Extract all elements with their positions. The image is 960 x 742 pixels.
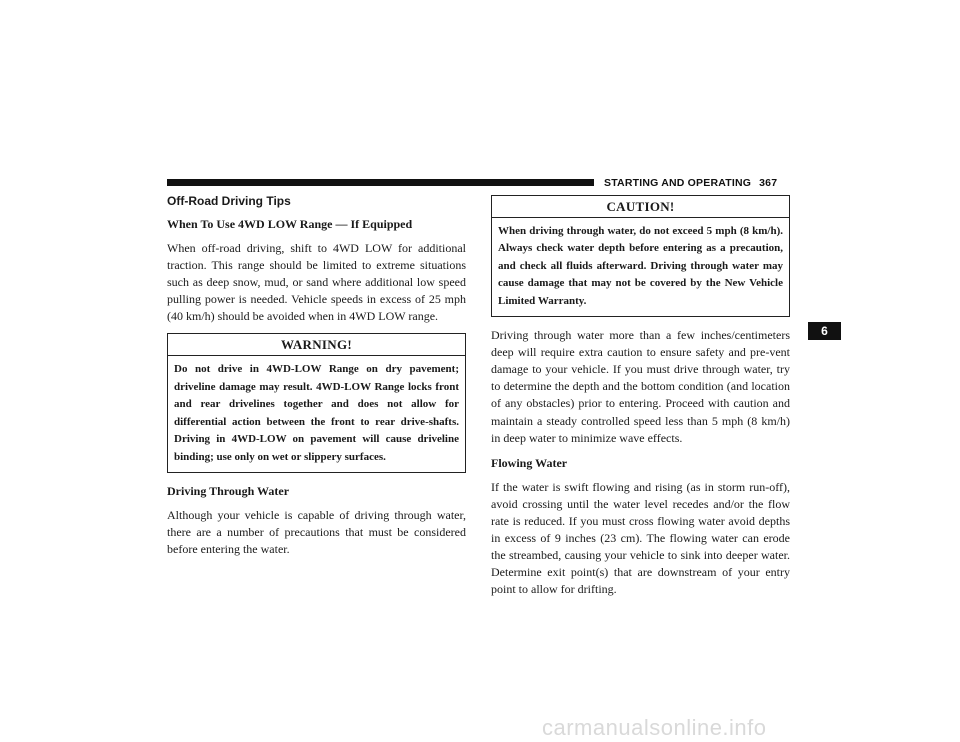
subsection-title-driving-water: Driving Through Water: [167, 483, 290, 498]
caution-text: When driving through water, do not exceed 5 mph (8 km/h). Always check water depth before entering as a precaution, and check all fluids afterward. Driving through water may cause damage that may not be covered by the New Vehicle Limited Warranty.: [498, 225, 783, 307]
paragraph-4wd-low: When off-road driving, shift to 4WD LOW for additional traction. This range should be limited to extreme situations such as deep snow, mud, or sand where additional low speed pulling power is needed. Vehicle speeds in excess of 25 mph (40 km/h) should be avoided when in 4WD LOW range.: [167, 241, 466, 324]
warning-title: WARNING!: [168, 334, 465, 356]
left-column: [167, 193, 466, 566]
caution-box: [491, 195, 790, 317]
chapter-tab: 6: [808, 322, 841, 340]
subsection-title-flowing-water: Flowing Water: [491, 455, 568, 470]
running-header: [604, 176, 777, 190]
header-rule: [167, 179, 594, 186]
paragraph-water-depth: Driving through water more than a few inches/centimeters deep will require extra caution to ensure safety and pre-vent damage to your vehicle. If you must drive through water, try to determine the depth and the bottom condition (and location of any obstacles) prior to entering. Proceed with caution and maintain a steady controlled speed less than 5 mph (8 km/h) in deep water to minimize wave effects.: [491, 328, 790, 445]
paragraph-driving-water: Although your vehicle is capable of driving through water, there are a number of precautions that must be considered before entering the water.: [167, 507, 466, 557]
paragraph-flowing-water: If the water is swift flowing and rising (as in storm run-off), avoid crossing until the water level recedes and/or the flow rate is reduced. If you must cross flowing water avoid depths in excess of 9 inches (23 cm). The flowing water can erode the streambed, causing your vehicle to sink into deeper water. Determine exit point(s) that are downstream of your entry point to allow for drifting.: [491, 479, 790, 597]
caution-title: CAUTION!: [492, 196, 789, 218]
right-column: [491, 195, 790, 606]
watermark: carmanualsonline.info: [542, 715, 767, 740]
subsection-title-4wd-low: When To Use 4WD LOW Range — If Equipped: [167, 217, 413, 231]
warning-text: Do not drive in 4WD-LOW Range on dry pavement; driveline damage may result. 4WD-LOW Range locks front and rear drivelines together and does not allow for differential action between the front to rear drive-shafts. Driving in 4WD-LOW on pavement will cause driveline binding; use only on wet or slippery surfaces.: [174, 363, 459, 463]
warning-box: [167, 333, 466, 472]
header-section-title: STARTING AND OPERATING: [604, 177, 752, 189]
section-title: Off-Road Driving Tips: [167, 194, 291, 208]
page-number: 367: [759, 177, 778, 189]
